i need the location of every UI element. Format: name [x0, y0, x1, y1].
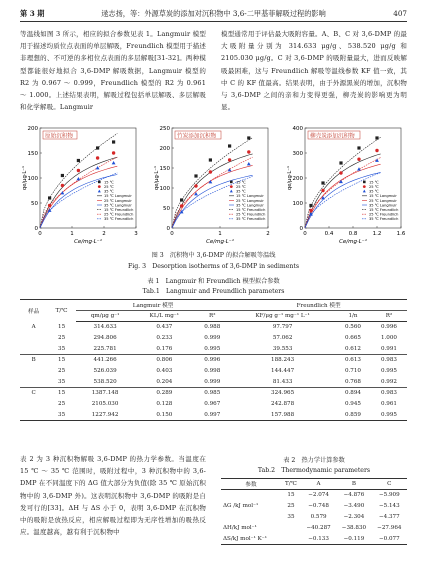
table-cell: 0.560 [344, 324, 361, 331]
table-cell: −5.143 [378, 503, 400, 509]
legend-marker [230, 185, 233, 188]
table-cell: 441.266 [76, 355, 135, 366]
table-cell [20, 344, 47, 355]
chart-svg-bamboo [152, 124, 274, 246]
data-point [112, 140, 115, 143]
y-tick-label: 0 [299, 226, 303, 232]
y-tick-label: 400 [292, 126, 303, 132]
data-point [209, 170, 212, 173]
x-tick-label: 1.2 [372, 231, 382, 237]
data-point [247, 150, 250, 153]
table-row [20, 355, 407, 366]
table-cell: −3.490 [343, 503, 365, 509]
table-cell: 144.447 [271, 368, 295, 374]
data-point [96, 146, 99, 149]
legend-entry: 35 ℃ Freundlich [104, 217, 134, 222]
chart-panel-original [20, 124, 142, 246]
table-cell: 0.128 [156, 401, 173, 407]
data-point [61, 184, 64, 187]
th-temp: T/℃ [47, 300, 76, 322]
x-tick-label: 1.6 [396, 231, 406, 237]
legend-entry: 35 ℃ [104, 189, 114, 194]
table-cell: 81.433 [272, 378, 293, 385]
table-cell: −27.964 [377, 525, 402, 531]
chart-panel-bamboo [152, 124, 274, 246]
legend-entry: 25 ℃ Langmuir [104, 198, 132, 203]
table-row [221, 523, 407, 534]
table-row [221, 534, 407, 545]
data-point [48, 196, 51, 199]
table-row [20, 366, 407, 377]
table-cell: 35 [58, 345, 66, 352]
table-cell: 188.243 [230, 355, 335, 366]
y-axis-label: qe/μg·L⁻¹ [154, 165, 160, 191]
table2-caption-en: Tab.2 Thermodynamic parameters [257, 467, 371, 474]
y-tick-label: 50 [31, 201, 38, 207]
table-cell: 538.520 [93, 378, 117, 385]
table-cell: 0.665 [344, 335, 361, 341]
table1 [20, 299, 407, 421]
table2 [221, 478, 407, 545]
table-row [20, 377, 407, 388]
table-cell: 0.998 [204, 368, 221, 374]
legend-entry: 15 ℃ [104, 180, 114, 185]
th-cell: 参数 [221, 479, 281, 490]
table-cell: 314.633 [93, 324, 117, 331]
table-cell [20, 377, 47, 388]
table-cell: 0.999 [204, 378, 221, 385]
table-cell: 0.710 [344, 368, 361, 374]
table-cell: 0.967 [204, 401, 221, 407]
table-cell: −38.830 [341, 525, 367, 531]
legend-entry: 25 ℃ [104, 185, 114, 189]
table-cell: 0.806 [134, 355, 194, 366]
legend-entry: 15 ℃ Freundlich [369, 208, 399, 212]
y-tick-label: 0 [166, 226, 170, 232]
data-point [180, 204, 183, 207]
legend-entry: 15 ℃ Freundlich [236, 208, 266, 212]
header-rule [20, 21, 407, 22]
table-cell: 0.988 [204, 324, 221, 331]
th-sub: R² [371, 311, 407, 322]
y-axis-label: qe/μg·L⁻¹ [287, 165, 293, 191]
page-header [20, 6, 407, 26]
table-cell: 0.579 [310, 514, 327, 520]
th-cell: A [301, 479, 336, 490]
table-cell: 0.995 [371, 410, 407, 421]
data-point [61, 174, 64, 177]
legend-entry: 25 ℃ Freundlich [104, 212, 134, 217]
data-point [375, 149, 378, 152]
table-cell: 0.403 [156, 368, 173, 374]
table-cell: 15 [58, 324, 66, 330]
table-cell: −4.876 [343, 492, 365, 499]
table-cell: 0.961 [380, 401, 397, 407]
table-cell: 39.553 [272, 345, 293, 352]
table1-caption-cn: 表 1 Langmuir 和 Freundlich 模型拟合参数 [147, 278, 280, 285]
table-cell: 0.995 [380, 368, 397, 374]
table-cell: 157.988 [230, 410, 335, 421]
table-cell: 0.983 [371, 388, 407, 399]
th-sub: R² [194, 311, 230, 322]
legend-entry: 25 ℃ Langmuir [236, 198, 264, 203]
data-point [339, 161, 342, 164]
legend-entry: 15 ℃ Langmuir [104, 194, 132, 199]
data-point [194, 174, 197, 177]
th-sub: KF/μg g⁻¹ mg⁻¹ L⁻¹ [230, 311, 335, 322]
legend-marker [363, 181, 366, 184]
panel-label: 原始沉积物 [45, 133, 73, 140]
y-tick-label: 200 [159, 146, 170, 152]
table-cell [20, 366, 47, 377]
data-point [48, 204, 51, 207]
data-point [321, 189, 324, 192]
y-tick-label: 50 [163, 206, 170, 212]
table-cell: −4.377 [378, 514, 400, 520]
legend-entry: 15 ℃ Langmuir [369, 194, 397, 199]
legend-entry: 35 ℃ Langmuir [236, 203, 264, 208]
data-point [309, 209, 312, 212]
x-axis-label: Ce/mg·L⁻¹ [74, 239, 102, 245]
chart-panel-willow [285, 124, 407, 246]
table-cell: 526.039 [93, 368, 117, 374]
left-paragraph: 等温线如图 3 所示，相应的拟合参数见表 1。Langmuir 模型用于描述均质位点表面的单层解吸，Freundlich 模型用于描述非理想的、不可逆的多相位点表面的多层解吸[31-32]。两种模型都能很好地拟合 3,6-DMP 解吸数据，Langmuir 模型的 R2 为 0.967 ～ 0.999，Freundlich 模型的 R2 为 0.961 ～ 1.000。上述结果表明，解吸过程包括单层解吸、多层解吸和化学解吸。Langmuir [20, 30, 206, 112]
data-point [357, 146, 360, 149]
table-cell: 57.062 [272, 335, 293, 341]
table-cell: −2.304 [343, 514, 365, 520]
legend-entry: 35 ℃ [369, 189, 379, 194]
data-point [209, 158, 212, 161]
table-cell: 25 [58, 401, 66, 407]
table-cell: 0.204 [156, 378, 173, 385]
table-cell: −5.909 [378, 492, 400, 499]
table-cell: 97.797 [272, 324, 293, 331]
figure-caption-cn: 图 3 沉积物中 3,6-DMP 的拟合解吸等温线 [151, 252, 276, 259]
x-axis-label: Ce/mg·L⁻¹ [206, 239, 234, 245]
table-cell [221, 512, 281, 523]
table-cell: 0.983 [371, 355, 407, 366]
table-cell: 0.996 [194, 355, 230, 366]
table-cell: −40.287 [306, 525, 331, 531]
x-tick-label: 0 [303, 231, 307, 237]
legend-marker [230, 181, 233, 184]
table1-caption-en: Tab.1 Langmuir and Freundlich parameters [142, 288, 285, 295]
table-cell: 0.995 [204, 345, 221, 352]
th-sub: KL/L mg⁻¹ [134, 311, 194, 322]
x-tick-label: 1 [218, 231, 222, 237]
legend-entry: 25 ℃ [369, 185, 379, 189]
table-cell: −0.119 [336, 534, 371, 545]
legend-entry: 15 ℃ [236, 180, 246, 185]
y-tick-label: 0 [34, 226, 38, 232]
table-cell: 294.806 [93, 335, 117, 341]
table-cell [20, 333, 47, 344]
table-cell: 25 [58, 335, 66, 341]
panel-label: 柳壳炭添加沉积物 [310, 133, 355, 140]
x-tick-label: 0 [170, 231, 174, 237]
table-row [20, 333, 407, 344]
data-point [112, 151, 115, 154]
table-cell: 0.894 [335, 388, 371, 399]
y-tick-label: 100 [159, 186, 170, 192]
legend-entry: 25 ℃ Freundlich [369, 212, 399, 217]
table-cell: 1.000 [380, 335, 397, 341]
data-point [357, 158, 360, 161]
data-point [247, 136, 250, 139]
th-sub: qm/μg g⁻¹ [76, 311, 135, 322]
panel-label: 竹炭添加沉积物 [177, 133, 217, 140]
table-cell: 0.999 [204, 335, 221, 341]
data-point [228, 158, 231, 161]
legend-entry: 15 ℃ Langmuir [236, 194, 264, 199]
y-tick-label: 250 [159, 126, 170, 132]
table-cell: 225.781 [93, 345, 117, 352]
table-cell [281, 534, 301, 545]
legend-entry: 35 ℃ Langmuir [104, 203, 132, 208]
x-tick-label: 1 [70, 231, 74, 237]
data-point [194, 184, 197, 187]
table-cell: 1227.942 [76, 410, 135, 421]
y-tick-label: 100 [292, 201, 303, 207]
legend-entry: 25 ℃ [236, 185, 246, 189]
data-point [339, 171, 342, 174]
y-tick-label: 100 [27, 176, 38, 182]
table-cell: 0.985 [194, 388, 230, 399]
bottom-left-paragraph: 表 2 为 3 种沉积物解吸 3,6-DMP 的热力学参数。当温度在 15 ℃ ～ 35 ℃ 范围时，吸附过程中，3 种沉积物中的 3,6-DMP 在不同温度下的 ΔG 值大部分为负值(除 35 ℃ 原始沉积物中的 3,6-DMP 外)。这表明沉积物中 3,6-DMP 的吸附是自发可行的[33]。ΔH 与 ΔS 小于 0，表明 3,6-DMP 在沉积物中的吸附是放热反应，相应解吸过程即为无序性增加的吸热反应。温度越高，越有利于沉积物中 [20, 455, 206, 537]
table-row [20, 344, 407, 355]
table-cell: 0.997 [194, 410, 230, 421]
data-point [309, 204, 312, 207]
table-cell: 0.945 [344, 401, 361, 407]
th-cell: B [336, 479, 371, 490]
data-point [375, 136, 378, 139]
table-cell: 0.613 [335, 355, 371, 366]
x-axis-label: Ce/mg·L⁻¹ [339, 239, 367, 245]
legend-marker [98, 185, 101, 188]
table-cell: 0.176 [156, 345, 173, 352]
data-point [321, 181, 324, 184]
table-cell [281, 523, 301, 534]
th-cell: C [372, 479, 407, 490]
chart-svg-original [20, 124, 142, 246]
legend-entry: 25 ℃ Langmuir [369, 198, 397, 203]
x-tick-label: 0.8 [348, 231, 358, 237]
table-cell: 35 [287, 514, 295, 520]
th-cell: T/℃ [281, 479, 301, 490]
table-cell: 0.859 [335, 410, 371, 421]
x-tick-label: 2 [266, 231, 270, 237]
legend-entry: 35 ℃ Langmuir [369, 203, 397, 208]
issue-number: 第 3 期 [20, 9, 45, 18]
table-row [221, 501, 407, 512]
y-tick-label: 200 [27, 126, 38, 132]
legend-entry: 35 ℃ [236, 189, 246, 194]
right-paragraph: 模型通常用于评估最大吸附容量。A、B、C 对 3,6-DMP 的最大吸附量分别为 314.633 μg/g、538.520 μg/g 和 2105.030 μg/g。C 对 3,6-DMP 的吸附量最大，进而反映解吸最困难，这与 Freundlich 解吸等温线参数 KF 值一致，其中 C 的 KF 值最高。结果表明，由于外源黑炭的增加，沉积物与 3,6-DMP 之间的亲和力变得更强，柳壳炭的影响更为明显。 [221, 30, 407, 112]
table-cell: 15 [47, 355, 76, 366]
table-cell: ΔH/kJ mol⁻¹ [223, 525, 257, 531]
table-cell: 0.150 [134, 410, 194, 421]
x-tick-label: 0 [38, 231, 42, 237]
table-cell: −0.748 [308, 503, 329, 509]
table-cell: 35 [47, 410, 76, 421]
th-sample: 样品 [20, 300, 47, 322]
table-cell: 15 [47, 388, 76, 399]
legend-entry: 15 ℃ Freundlich [104, 208, 134, 212]
table-cell: 0.233 [156, 335, 173, 341]
table-row [20, 399, 407, 410]
th-langmuir: Langmuir 模型 [76, 300, 230, 311]
legend-entry: 25 ℃ Freundlich [236, 212, 266, 217]
table-cell [20, 399, 47, 410]
page-number: 407 [393, 9, 407, 18]
table-cell: 0.996 [380, 324, 397, 331]
table-cell: A [31, 324, 36, 330]
table-row [221, 512, 407, 523]
legend-entry: 35 ℃ Freundlich [369, 217, 399, 222]
legend-marker [98, 181, 101, 184]
legend-entry: 15 ℃ [369, 180, 379, 185]
th-sub: 1/n [335, 311, 371, 322]
x-tick-label: 0.4 [324, 231, 334, 237]
table-cell: 35 [58, 378, 66, 385]
table-cell: 0.437 [156, 324, 173, 331]
data-point [77, 169, 80, 172]
table-cell [221, 490, 281, 501]
table-cell: 1387.148 [76, 388, 135, 399]
table-cell: 2105.030 [91, 401, 119, 407]
table-cell: 25 [58, 368, 66, 374]
table-cell: −0.133 [301, 534, 336, 545]
x-tick-label: 3 [134, 231, 138, 237]
table-cell: 0.992 [380, 378, 397, 385]
table-cell: 324.965 [230, 388, 335, 399]
figure-3 [20, 124, 407, 246]
table-row [20, 410, 407, 421]
table-row [20, 388, 407, 399]
table2-caption-cn: 表 2 热力学计算参数 [283, 457, 345, 464]
table-cell: B [20, 355, 47, 366]
table-cell: 0.289 [134, 388, 194, 399]
table-cell [20, 410, 47, 421]
x-tick-label: 2 [102, 231, 106, 237]
table-row [221, 490, 407, 501]
table-cell: 242.878 [271, 401, 295, 407]
chart-svg-willow [285, 124, 407, 246]
table-cell: 0.768 [344, 378, 361, 385]
table-cell: C [20, 388, 47, 399]
table-cell: 15 [287, 492, 295, 499]
y-tick-label: 300 [292, 151, 303, 157]
y-tick-label: 150 [27, 151, 38, 157]
table-row [20, 322, 407, 333]
table-cell: ΔS/kJ mol⁻¹ K⁻¹ [221, 534, 281, 545]
y-axis-label: qe/μg·L⁻¹ [22, 165, 28, 191]
th-freundlich: Freundlich 模型 [230, 300, 407, 311]
table-cell: 25 [287, 503, 295, 509]
table-cell: ΔG /kJ mol⁻¹ [223, 503, 259, 509]
table-cell: −0.077 [372, 534, 407, 545]
table-cell: 0.612 [344, 345, 361, 352]
legend-entry: 35 ℃ Freundlich [236, 217, 266, 222]
table-cell: −2.074 [308, 492, 329, 499]
figure-caption-en: Fig. 3 Desorption isotherms of 3,6-DMP in sediments [127, 263, 300, 270]
data-point [77, 159, 80, 162]
data-point [228, 144, 231, 147]
legend-marker [363, 185, 366, 188]
y-tick-label: 200 [292, 176, 303, 182]
table-cell: 0.991 [380, 345, 397, 352]
running-title: 逯志扬，等：外源草炭的添加对沉积物中 3,6-二甲基菲解吸过程的影响 [101, 9, 326, 18]
data-point [96, 156, 99, 159]
data-point [180, 198, 183, 201]
y-tick-label: 150 [159, 166, 170, 172]
